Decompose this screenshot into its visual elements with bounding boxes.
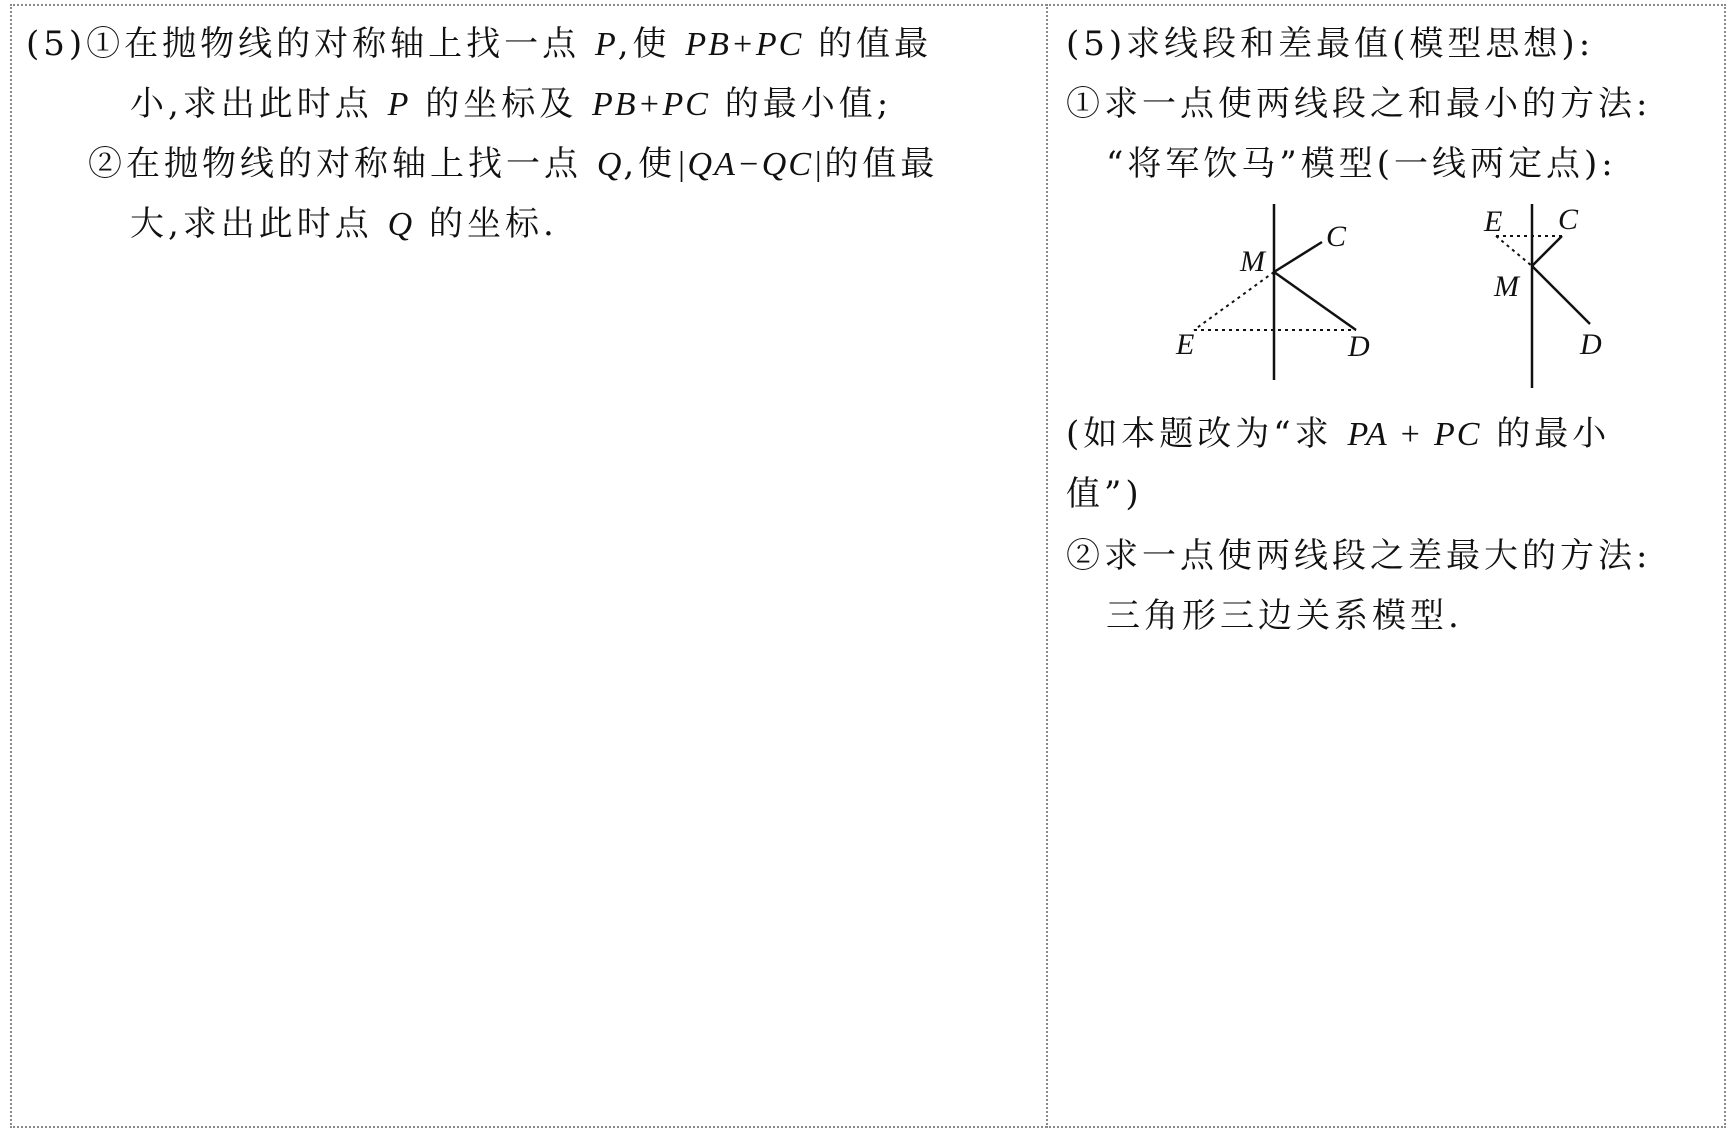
sum-expression: PB+PC: [685, 26, 804, 63]
segment-mc: [1274, 242, 1322, 272]
left-line-3: [88, 144, 938, 185]
label-m: M: [1494, 270, 1519, 303]
text-fragment: 大,求出此时点: [130, 204, 388, 244]
point-q: Q: [387, 206, 415, 243]
right-note-line-2: 值”): [1066, 474, 1143, 514]
label-c: C: [1558, 203, 1579, 236]
label-d: D: [1580, 328, 1602, 361]
text-fragment: 小,求出此时点: [130, 84, 388, 124]
left-line-2: [130, 84, 892, 125]
point-p: P: [387, 86, 411, 123]
text-fragment: ②在抛物线的对称轴上找一点: [88, 144, 597, 184]
label-c: C: [1326, 220, 1347, 253]
right-heading: (5)求线段和差最值(模型思想):: [1066, 24, 1595, 64]
point-p: P: [594, 26, 618, 63]
point-q: Q: [596, 146, 624, 183]
right-model-2: 三角形三边关系模型.: [1106, 596, 1463, 636]
right-note-line-1: [1066, 414, 1610, 455]
text-fragment: (如本题改为“求: [1066, 414, 1348, 454]
label-e: E: [1484, 205, 1503, 238]
left-line-1: [26, 24, 932, 65]
segment-md: [1532, 266, 1590, 324]
label-m: M: [1240, 245, 1265, 278]
label-e: E: [1176, 328, 1195, 361]
text-fragment: ,使: [623, 144, 677, 184]
column-divider: [1046, 4, 1048, 1128]
text-fragment: 的最小值;: [709, 84, 893, 124]
text-fragment: (5)①在抛物线的对称轴上找一点: [26, 24, 595, 64]
text-fragment: 的坐标.: [414, 204, 558, 244]
text-fragment: 的值最: [824, 144, 939, 184]
text-fragment: 的最小: [1481, 414, 1611, 454]
segment-mc: [1532, 236, 1562, 266]
sum-expression: PB+PC: [592, 86, 710, 123]
right-model-1: “将军饮马”模型(一线两定点):: [1106, 144, 1617, 184]
right-method-2: ②求一点使两线段之差最大的方法:: [1066, 536, 1652, 576]
text-fragment: ,使: [617, 24, 686, 64]
general-horse-diagram: [1160, 196, 1630, 396]
label-d: D: [1348, 330, 1370, 363]
dashed-em: [1496, 236, 1532, 266]
segment-md: [1274, 272, 1356, 330]
left-line-4: [130, 204, 558, 245]
sum-expression: PA + PC: [1347, 416, 1482, 453]
right-method-1: ①求一点使两线段之和最小的方法:: [1066, 84, 1652, 124]
text-fragment: 的坐标及: [410, 84, 593, 124]
difference-expression: |QA−QC|: [676, 146, 825, 183]
dashed-me: [1194, 272, 1274, 330]
text-fragment: 的值最: [803, 24, 933, 64]
